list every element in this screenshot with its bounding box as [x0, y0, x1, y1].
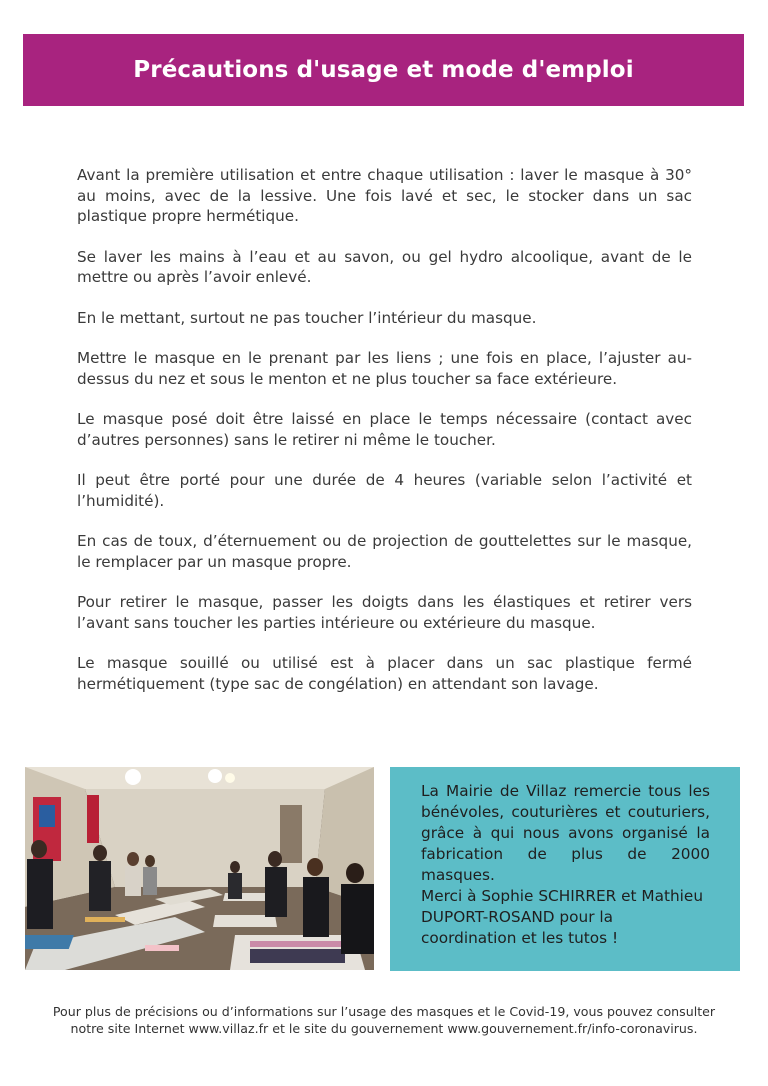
thanks-credits: Merci à Sophie SCHIRRER et Mathieu DUPORT-ROSAND pour la coordination et les tutos !: [421, 887, 704, 947]
instructions-section: [77, 165, 692, 714]
thanks-box: [390, 767, 740, 971]
page-title: Précautions d'usage et mode d'emploi: [133, 57, 634, 83]
title-banner: [23, 34, 744, 106]
thanks-text: La Mairie de Villaz remercie tous les bénévoles, couturières et couturiers, grâce à qui nous avons organisé la fabrication de plus de 2000 masques.: [421, 782, 710, 884]
instruction-paragraph: Mettre le masque en le prenant par les liens ; une fois en place, l’ajuster au-dessus du nez et sous le menton et ne plus toucher sa face extérieure.: [77, 349, 692, 388]
instruction-paragraph: Le masque souillé ou utilisé est à placer dans un sac plastique fermé hermétiquement (type sac de congélation) en attendant son lavage.: [77, 654, 692, 693]
volunteers-photo: [25, 767, 374, 970]
footer-note: [0, 1003, 768, 1037]
instruction-paragraph: Se laver les mains à l’eau et au savon, ou gel hydro alcoolique, avant de le mettre ou après l’avoir enlevé.: [77, 247, 692, 286]
footer-line: notre site Internet www.villaz.fr et le site du gouvernement www.gouvernement.fr/info-coronavirus.: [70, 1021, 698, 1036]
instruction-paragraph: Avant la première utilisation et entre chaque utilisation : laver le masque à 30° au moins, avec de la lessive. Une fois lavé et sec, le stocker dans un sac plastique propre hermétique.: [77, 166, 692, 225]
instruction-paragraph: Le masque posé doit être laissé en place le temps nécessaire (contact avec d’autres personnes) sans le retirer ni même le toucher.: [77, 410, 692, 449]
footer-line: Pour plus de précisions ou d’informations sur l’usage des masques et le Covid-19, vous pouvez consulter: [52, 1004, 716, 1019]
instruction-paragraph: En cas de toux, d’éternuement ou de projection de gouttelettes sur le masque, le remplacer par un masque propre.: [77, 532, 692, 571]
instruction-paragraph: Pour retirer le masque, passer les doigts dans les élastiques et retirer vers l’avant sans toucher les parties intérieure ou extérieure du masque.: [77, 593, 692, 632]
instruction-paragraph: Il peut être porté pour une durée de 4 heures (variable selon l’activité et l’humidité).: [77, 471, 692, 510]
instruction-paragraph: En le mettant, surtout ne pas toucher l’intérieur du masque.: [77, 308, 537, 327]
